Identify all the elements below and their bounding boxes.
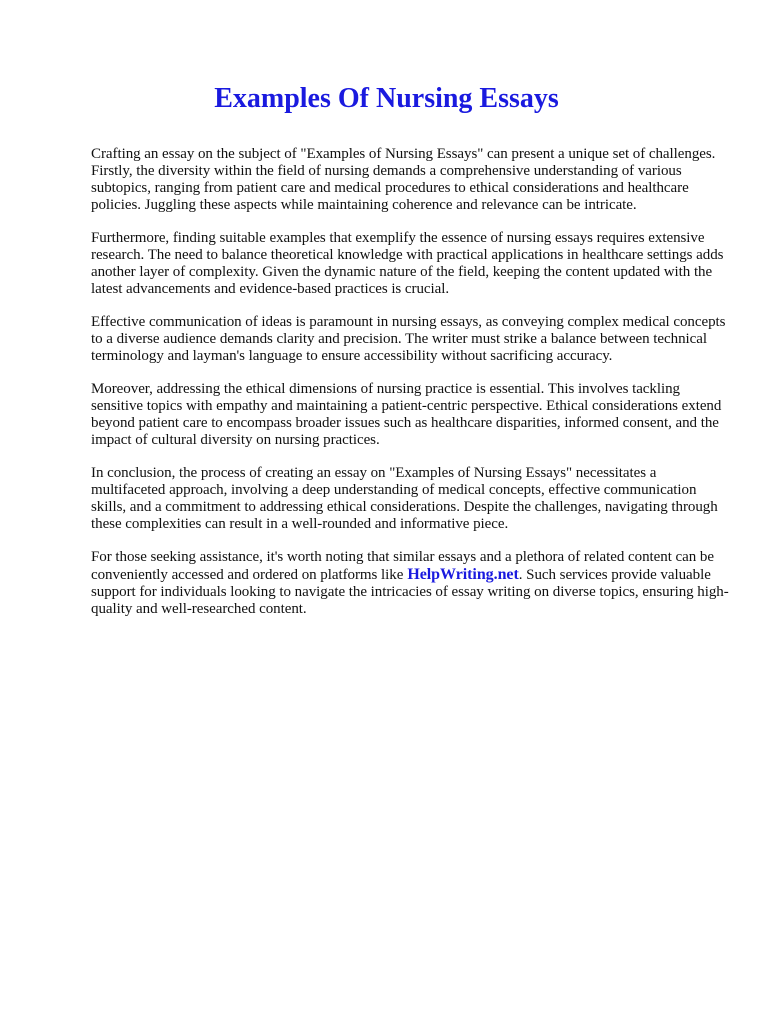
paragraph-6 bbox=[91, 549, 730, 618]
paragraph-5: In conclusion, the process of creating an essay on "Examples of Nursing Essays" necessitates a multifaceted approach, involving a deep understanding of medical concepts, effective communication skills, and a commitment to addressing ethical considerations. Despite the challenges, navigating through these complexities can result in a well-rounded and informative piece. bbox=[91, 465, 718, 532]
page-title: Examples Of Nursing Essays bbox=[214, 83, 559, 114]
paragraph-3: Effective communication of ideas is paramount in nursing essays, as conveying complex medical concepts to a diverse audience demands clarity and precision. The writer must strike a balance between technical terminology and layman's language to ensure accessibility without sacrificing accuracy. bbox=[91, 314, 726, 364]
helpwriting-link[interactable]: HelpWriting.net bbox=[407, 566, 519, 583]
paragraph-1: Crafting an essay on the subject of "Examples of Nursing Essays" can present a unique set of challenges. Firstly, the diversity within the field of nursing demands a comprehensive understanding of various subtopics, ranging from patient care and medical procedures to ethical considerations and healthcare policies. Juggling these aspects while maintaining coherence and relevance can be intricate. bbox=[91, 146, 716, 213]
paragraph-4: Moreover, addressing the ethical dimensions of nursing practice is essential. This involves tackling sensitive topics with empathy and maintaining a patient-centric perspective. Ethical considerations extend beyond patient care to encompass broader issues such as healthcare disparities, informed consent, and the impact of cultural diversity on nursing practices. bbox=[91, 381, 722, 448]
paragraph-2: Furthermore, finding suitable examples that exemplify the essence of nursing essays requires extensive research. The need to balance theoretical knowledge with practical applications in healthcare settings adds another layer of complexity. Given the dynamic nature of the field, keeping the content updated with the latest advancements and evidence-based practices is crucial. bbox=[91, 230, 724, 297]
paragraph-6-after-link: . Such services provide valuable support for individuals looking to navigate the intricacies of essay writing on diverse topics, ensuring high-quality and well-researched content. bbox=[91, 567, 729, 617]
paragraph-6-before-link: For those seeking assistance, it's worth noting that similar essays and a plethora of related content can be conveniently accessed and ordered on platforms like bbox=[91, 549, 714, 583]
